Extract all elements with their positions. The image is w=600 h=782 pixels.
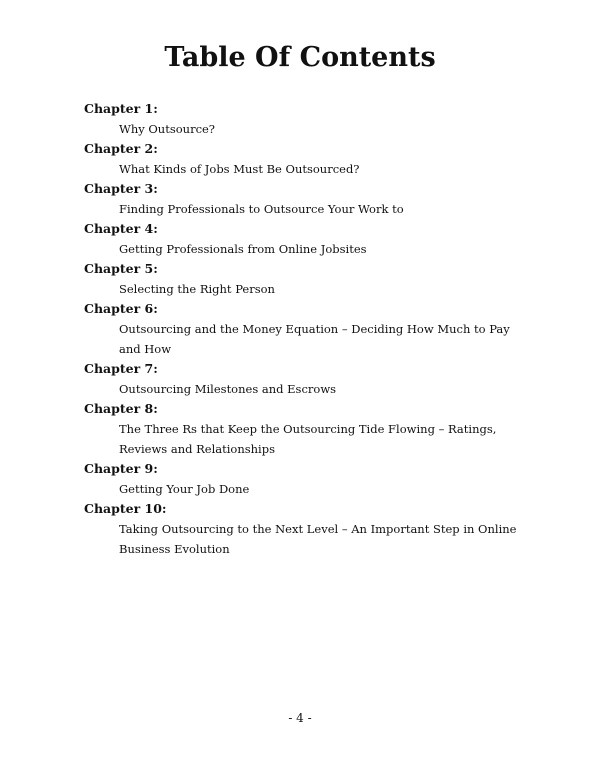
toc-entry-chapter-10 bbox=[84, 499, 524, 559]
chapter-title: Getting Professionals from Online Jobsites bbox=[119, 242, 367, 256]
page-title: Table Of Contents bbox=[164, 42, 436, 73]
chapter-heading: Chapter 6: bbox=[84, 301, 158, 316]
chapter-title: Finding Professionals to Outsource Your Work to bbox=[119, 202, 404, 216]
chapter-title: The Three Rs that Keep the Outsourcing Tide Flowing – Ratings, Reviews and Relationships bbox=[119, 422, 497, 456]
toc-entry-chapter-8 bbox=[84, 399, 524, 459]
chapter-heading: Chapter 1: bbox=[84, 101, 158, 116]
chapter-title: Outsourcing and the Money Equation – Deciding How Much to Pay and How bbox=[119, 322, 510, 356]
chapter-heading: Chapter 3: bbox=[84, 181, 158, 196]
chapter-title: Getting Your Job Done bbox=[119, 482, 250, 496]
chapter-title: Why Outsource? bbox=[119, 122, 215, 136]
toc-entry-chapter-5 bbox=[84, 259, 524, 299]
chapter-heading: Chapter 7: bbox=[84, 361, 158, 376]
toc-entry-chapter-2 bbox=[84, 139, 524, 179]
toc-entry-chapter-3 bbox=[84, 179, 524, 219]
toc-entry-chapter-1 bbox=[84, 99, 524, 139]
table-of-contents bbox=[84, 99, 524, 559]
chapter-heading: Chapter 4: bbox=[84, 221, 158, 236]
page-number: - 4 - bbox=[288, 711, 312, 725]
chapter-heading: Chapter 2: bbox=[84, 141, 158, 156]
toc-entry-chapter-6 bbox=[84, 299, 524, 359]
chapter-title: Selecting the Right Person bbox=[119, 282, 275, 296]
toc-entry-chapter-4 bbox=[84, 219, 524, 259]
chapter-heading: Chapter 8: bbox=[84, 401, 158, 416]
chapter-title: Taking Outsourcing to the Next Level – An Important Step in Online Business Evolution bbox=[119, 522, 517, 556]
chapter-heading: Chapter 5: bbox=[84, 261, 158, 276]
toc-entry-chapter-7 bbox=[84, 359, 524, 399]
chapter-title: Outsourcing Milestones and Escrows bbox=[119, 382, 337, 396]
chapter-title: What Kinds of Jobs Must Be Outsourced? bbox=[119, 162, 360, 176]
toc-entry-chapter-9 bbox=[84, 459, 524, 499]
chapter-heading: Chapter 10: bbox=[84, 501, 167, 516]
chapter-heading: Chapter 9: bbox=[84, 461, 158, 476]
